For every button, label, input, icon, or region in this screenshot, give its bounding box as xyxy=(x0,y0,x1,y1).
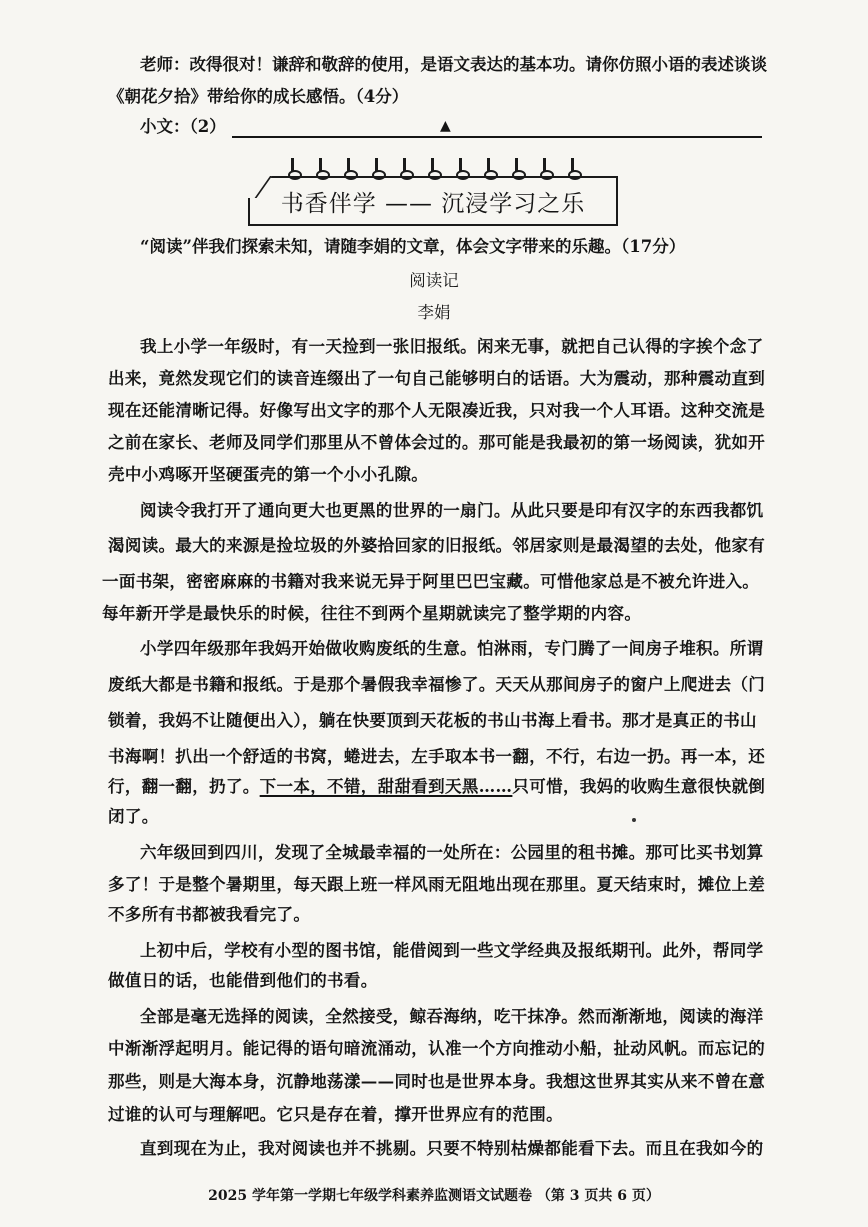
article-line: 锁着，我妈不让随便出入），躺在快要顶到天花板的书山书海上看书。那才是真正的书山 xyxy=(108,711,757,730)
article-line: 那些，则是大海本身，沉静地荡漾——同时也是世界本身。我想这世界其实从来不曾在意 xyxy=(108,1072,766,1091)
article-line: 现在还能清晰记得。好像写出文字的那个人无限凑近我，只对我一个人耳语。这种交流是 xyxy=(108,401,766,420)
intro-line-1: 老师：改得很对！谦辞和敬辞的使用，是语文表达的基本功。请你仿照小语的表述谈谈 xyxy=(140,55,767,74)
article-line: 阅读令我打开了通向更大也更黑的世界的一扇门。从此只要是印有汉字的东西我都饥 xyxy=(140,501,764,520)
ring-icon xyxy=(484,158,494,178)
page-footer: 2025 学年第一学期七年级学科素养监测语文试题卷 （第 3 页共 6 页） xyxy=(208,1188,660,1204)
stray-dot xyxy=(632,818,636,822)
task-prompt: “阅读”伴我们探索未知，请随李娟的文章，体会文字带来的乐趣。（17分） xyxy=(140,237,686,256)
article-line: 渴阅读。最大的来源是捡垃圾的外婆拾回家的旧报纸。邻居家则是最渴望的去处，他家有 xyxy=(108,536,766,555)
ring-icon xyxy=(288,158,298,178)
article-line: 出来，竟然发现它们的读音连缀出了一句自己能够明白的话语。大为震动，那种震动直到 xyxy=(108,369,766,388)
ring-icon xyxy=(456,158,466,178)
article-line: 中渐渐浮起明月。能记得的语句暗流涌动，认准一个方向推动小船，扯动风帆。而忘记的 xyxy=(108,1039,766,1058)
article-line: 一面书架，密密麻麻的书籍对我来说无异于阿里巴巴宝藏。可惜他家总是不被允许进入。 xyxy=(102,572,760,591)
section-banner xyxy=(248,158,618,230)
article-line: 废纸大都是书籍和报纸。于是那个暑假我幸福惨了。天天从那间房子的窗户上爬进去（门 xyxy=(108,675,766,694)
ring-icon xyxy=(568,158,578,178)
ring-icon xyxy=(540,158,550,178)
article-line: 上初中后，学校有小型的图书馆，能借阅到一些文学经典及报纸期刊。此外，帮同学 xyxy=(140,941,764,960)
article-line: 过谁的认可与理解吧。它只是存在着，撑开世界应有的范围。 xyxy=(108,1105,563,1124)
article-line: 之前在家长、老师及同学们那里从不曾体会过的。那可能是我最初的第一场阅读，犹如开 xyxy=(108,433,766,452)
article-line: 不多所有书都被我看完了。 xyxy=(108,905,311,924)
article-line: 小学四年级那年我妈开始做收购废纸的生意。怕淋雨，专门腾了一间房子堆积。所谓 xyxy=(140,639,764,658)
answer-blank-line[interactable] xyxy=(232,136,762,138)
article-line-start: 行，翻一翻，扔了。 xyxy=(108,777,260,796)
ring-icon xyxy=(344,158,354,178)
ring-icon xyxy=(400,158,410,178)
intro-line-2: 《朝花夕拾》带给你的成长感悟。（4分） xyxy=(108,87,409,106)
article-line: 直到现在为止，我对阅读也并不挑剔。只要不特别枯燥都能看下去。而且在我如今的 xyxy=(140,1139,764,1158)
article-line: 壳中小鸡啄开坚硬蛋壳的第一个小小孔隙。 xyxy=(108,465,429,484)
article-title: 阅读记 xyxy=(409,271,459,290)
triangle-marker-icon: ▲ xyxy=(440,118,451,134)
ring-icon xyxy=(372,158,382,178)
article-line: 闭了。 xyxy=(108,807,159,826)
article-line-end: 只可惜，我妈的收购生意很快就倒 xyxy=(512,777,766,796)
article-line: 做值日的话，也能借到他们的书看。 xyxy=(108,971,378,990)
ring-icon xyxy=(316,158,326,178)
article-line: 我上小学一年级时，有一天捡到一张旧报纸。闲来无事，就把自己认得的字挨个念了 xyxy=(140,337,764,356)
article-line: 全部是毫无选择的阅读，全然接受，鲸吞海纳，吃干抹净。然而渐渐地，阅读的海洋 xyxy=(140,1007,764,1026)
article-line-with-underline xyxy=(108,776,765,798)
answer-label: 小文：（2） xyxy=(140,117,226,136)
ring-icon xyxy=(428,158,438,178)
article-line: 书海啊！扒出一个舒适的书窝，蜷进去，左手取本书一翻，不行，右边一扔。再一本，还 xyxy=(108,747,766,766)
section-title: 书香伴学 —— 沉浸学习之乐 xyxy=(280,190,586,217)
ring-icon xyxy=(512,158,522,178)
article-line: 每年新开学是最快乐的时候，往往不到两个星期就读完了整学期的内容。 xyxy=(102,604,642,623)
answer-row xyxy=(140,116,765,146)
article-line: 多了！于是整个暑期里，每天跟上班一样风雨无阻地出现在那里。夏天结束时，摊位上差 xyxy=(108,875,766,894)
banner-frame xyxy=(248,176,618,226)
underlined-sentence: 下一本，不错，甜甜看到天黑…… xyxy=(259,777,513,796)
article-author: 李娟 xyxy=(417,303,451,322)
article-line: 六年级回到四川，发现了全城最幸福的一处所在：公园里的租书摊。那可比买书划算 xyxy=(140,843,764,862)
